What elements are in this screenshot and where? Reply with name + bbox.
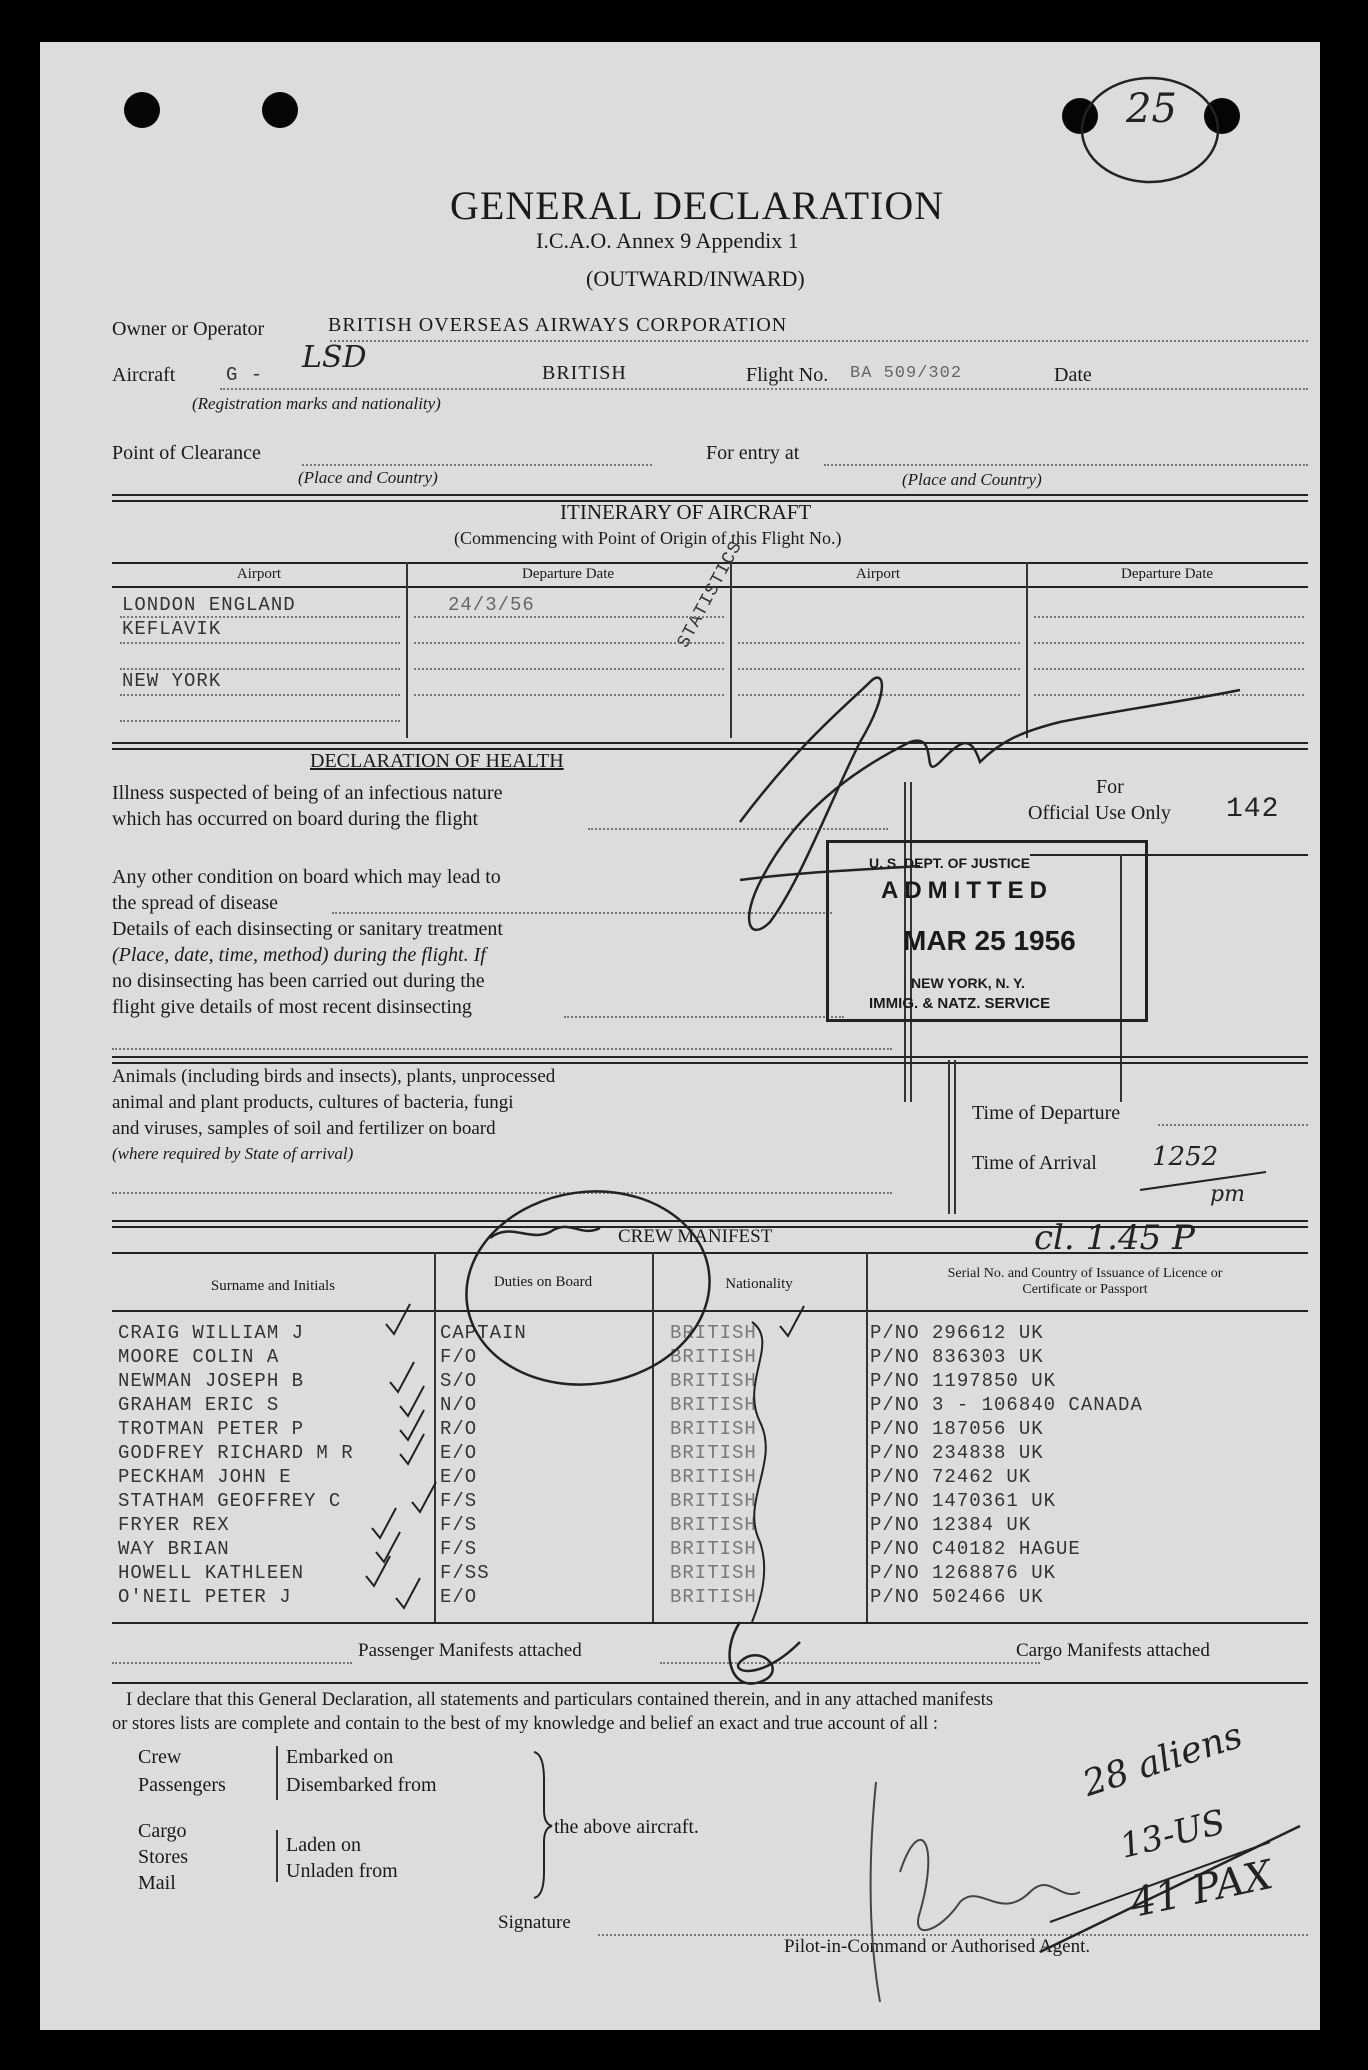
owner-value: BRITISH OVERSEAS AIRWAYS CORPORATION bbox=[328, 314, 788, 336]
health-disinsect-3: no disinsecting has been carried out during the bbox=[112, 970, 485, 992]
itinerary-subtitle: (Commencing with Point of Origin of this Flight No.) bbox=[454, 528, 842, 548]
clearance-time-handwritten: cl. 1.45 P bbox=[1034, 1218, 1195, 1258]
stamp-line-3: MAR 25 1956 bbox=[903, 925, 1076, 956]
crew-nationality: BRITISH bbox=[670, 1346, 757, 1368]
passenger-manifests-label: Passenger Manifests attached bbox=[358, 1640, 582, 1661]
itinerary-airport-2: KEFLAVIK bbox=[122, 618, 222, 640]
health-disinsect-1: Details of each disinsecting or sanitary treatment bbox=[112, 918, 503, 940]
direction-label: (OUTWARD/INWARD) bbox=[586, 266, 805, 291]
crew-nationality: BRITISH bbox=[670, 1490, 757, 1512]
crew-nationality: BRITISH bbox=[670, 1538, 757, 1560]
official-use-number: 142 bbox=[1226, 794, 1280, 825]
crew-nationality: BRITISH bbox=[670, 1442, 757, 1464]
animals-line-2: animal and plant products, cultures of bacteria, fungi bbox=[112, 1092, 514, 1113]
date-label: Date bbox=[1054, 364, 1092, 386]
crew-manifest-title: CREW MANIFEST bbox=[618, 1226, 773, 1247]
declaration-above-aircraft: the above aircraft. bbox=[554, 1816, 699, 1838]
crew-serial: P/NO 1268876 UK bbox=[870, 1562, 1057, 1584]
itinerary-header-date-2: Departure Date bbox=[1120, 566, 1214, 582]
itinerary-airport-3: NEW YORK bbox=[122, 670, 222, 692]
crew-duty: F/S bbox=[440, 1538, 478, 1560]
official-use-label: Official Use Only bbox=[1028, 802, 1171, 824]
health-condition-1: Any other condition on board which may lead to bbox=[112, 866, 501, 888]
declaration-stores: Stores bbox=[138, 1846, 188, 1868]
form-sheet bbox=[40, 42, 1320, 2030]
crew-serial: P/NO C40182 HAGUE bbox=[870, 1538, 1081, 1560]
aircraft-nationality: BRITISH bbox=[542, 362, 627, 384]
animals-line-4: (where required by State of arrival) bbox=[112, 1144, 354, 1163]
health-disinsect-2: (Place, date, time, method) during the flight. If bbox=[112, 944, 486, 966]
crew-duty: CAPTAIN bbox=[440, 1322, 527, 1344]
stamp-line-2: ADMITTED bbox=[881, 877, 1053, 904]
crew-serial: P/NO 502466 UK bbox=[870, 1586, 1044, 1608]
crew-name: HOWELL KATHLEEN bbox=[118, 1562, 305, 1584]
declaration-embarked: Embarked on bbox=[286, 1746, 394, 1768]
handwritten-us: 13-US bbox=[1116, 1802, 1230, 1867]
crew-serial: P/NO 72462 UK bbox=[870, 1466, 1032, 1488]
health-illness-2: which has occurred on board during the flight bbox=[112, 808, 479, 830]
handwritten-marks bbox=[40, 42, 1320, 2030]
crew-serial: P/NO 836303 UK bbox=[870, 1346, 1044, 1368]
declaration-crew: Crew bbox=[138, 1746, 182, 1768]
declaration-laden: Laden on bbox=[286, 1834, 361, 1856]
health-condition-2: the spread of disease bbox=[112, 892, 279, 914]
itinerary-departure-date: 24/3/56 bbox=[448, 594, 535, 616]
crew-duty: F/O bbox=[440, 1346, 478, 1368]
aircraft-label: Aircraft bbox=[112, 364, 176, 386]
crew-name: MOORE COLIN A bbox=[118, 1346, 280, 1368]
crew-duty: E/O bbox=[440, 1442, 478, 1464]
declaration-disembarked: Disembarked from bbox=[286, 1774, 437, 1796]
pilot-label: Pilot-in-Command or Authorised Agent. bbox=[784, 1936, 1091, 1957]
signature-label: Signature bbox=[498, 1912, 571, 1933]
crew-name: CRAIG WILLIAM J bbox=[118, 1322, 305, 1344]
animals-line-3: and viruses, samples of soil and fertilizer on board bbox=[112, 1118, 496, 1139]
crew-name: WAY BRIAN bbox=[118, 1538, 230, 1560]
crew-nationality: BRITISH bbox=[670, 1562, 757, 1584]
crew-name: TROTMAN PETER P bbox=[118, 1418, 305, 1440]
stamp-line-5: IMMIG. & NATZ. SERVICE bbox=[869, 995, 1051, 1012]
crew-name: NEWMAN JOSEPH B bbox=[118, 1370, 305, 1392]
stamp-line-4: NEW YORK, N. Y. bbox=[911, 975, 1025, 991]
itinerary-header-date-1: Departure Date bbox=[521, 566, 615, 582]
crew-nationality: BRITISH bbox=[670, 1514, 757, 1536]
handwritten-pax: 41 PAX bbox=[1126, 1852, 1277, 1927]
crew-name: GRAHAM ERIC S bbox=[118, 1394, 280, 1416]
health-illness-1: Illness suspected of being of an infectious nature bbox=[112, 782, 503, 804]
place-note-2: (Place and Country) bbox=[902, 470, 1042, 489]
cargo-manifests-label: Cargo Manifests attached bbox=[1016, 1640, 1210, 1661]
statistics-stamp: STATISTICS bbox=[674, 537, 748, 652]
page-subtitle: I.C.A.O. Annex 9 Appendix 1 bbox=[536, 228, 799, 253]
corner-number: 25 bbox=[1126, 86, 1177, 132]
entry-label: For entry at bbox=[706, 442, 800, 464]
registration-note: (Registration marks and nationality) bbox=[192, 394, 441, 413]
crew-header-name: Surname and Initials bbox=[210, 1278, 336, 1294]
crew-serial: P/NO 296612 UK bbox=[870, 1322, 1044, 1344]
crew-duty: F/S bbox=[440, 1514, 478, 1536]
crew-duty: R/O bbox=[440, 1418, 478, 1440]
arrival-time-label: Time of Arrival bbox=[972, 1152, 1097, 1174]
health-title: DECLARATION OF HEALTH bbox=[310, 750, 564, 772]
animals-line-1: Animals (including birds and insects), plants, unprocessed bbox=[112, 1066, 556, 1087]
crew-header-nationality: Nationality bbox=[725, 1276, 793, 1292]
crew-duty: E/O bbox=[440, 1586, 478, 1608]
crew-duty: S/O bbox=[440, 1370, 478, 1392]
crew-nationality: BRITISH bbox=[670, 1370, 757, 1392]
crew-serial: P/NO 187056 UK bbox=[870, 1418, 1044, 1440]
declaration-unladen: Unladen from bbox=[286, 1860, 398, 1882]
crew-duty: E/O bbox=[440, 1466, 478, 1488]
crew-duty: F/S bbox=[440, 1490, 478, 1512]
itinerary-header-airport-1: Airport bbox=[236, 566, 282, 582]
crew-name: STATHAM GEOFFREY C bbox=[118, 1490, 342, 1512]
aircraft-reg-prefix: G - bbox=[226, 364, 264, 386]
clearance-label: Point of Clearance bbox=[112, 442, 261, 464]
crew-name: FRYER REX bbox=[118, 1514, 230, 1536]
itinerary-title: ITINERARY OF AIRCRAFT bbox=[560, 500, 812, 524]
crew-header-duty: Duties on Board bbox=[493, 1274, 593, 1290]
crew-name: PECKHAM JOHN E bbox=[118, 1466, 292, 1488]
flight-label: Flight No. bbox=[746, 364, 829, 386]
crew-duty: F/SS bbox=[440, 1562, 490, 1584]
crew-serial: P/NO 12384 UK bbox=[870, 1514, 1032, 1536]
crew-serial: P/NO 1470361 UK bbox=[870, 1490, 1057, 1512]
health-disinsect-4: flight give details of most recent disinsecting bbox=[112, 996, 472, 1018]
aircraft-reg-handwritten: LSD bbox=[302, 340, 367, 375]
official-use-for: For bbox=[1096, 776, 1124, 798]
crew-nationality: BRITISH bbox=[670, 1586, 757, 1608]
crew-nationality: BRITISH bbox=[670, 1466, 757, 1488]
crew-nationality: BRITISH bbox=[670, 1322, 757, 1344]
page-title: GENERAL DECLARATION bbox=[450, 183, 945, 228]
place-note-1: (Place and Country) bbox=[298, 468, 438, 487]
declaration-line-2: or stores lists are complete and contain to the best of my knowledge and belief an exact and true account of all : bbox=[112, 1714, 939, 1734]
owner-label: Owner or Operator bbox=[112, 318, 265, 340]
declaration-cargo: Cargo bbox=[138, 1820, 187, 1842]
crew-name: GODFREY RICHARD M R bbox=[118, 1442, 354, 1464]
declaration-passengers: Passengers bbox=[138, 1774, 226, 1796]
flight-value: BA 509/302 bbox=[850, 364, 963, 383]
declaration-line-1: I declare that this General Declaration, all statements and particulars contained therein, and in any attached manifests bbox=[126, 1690, 994, 1710]
crew-nationality: BRITISH bbox=[670, 1418, 757, 1440]
crew-nationality: BRITISH bbox=[670, 1394, 757, 1416]
crew-name: O'NEIL PETER J bbox=[118, 1586, 292, 1608]
itinerary-airport-1: LONDON ENGLAND bbox=[122, 594, 296, 616]
arrival-time-handwritten: 1252 bbox=[1152, 1142, 1219, 1172]
declaration-mail: Mail bbox=[138, 1872, 176, 1894]
arrival-pm-handwritten: pm bbox=[1210, 1182, 1245, 1207]
crew-serial: P/NO 3 - 106840 CANADA bbox=[870, 1394, 1143, 1416]
departure-time-label: Time of Departure bbox=[972, 1102, 1121, 1124]
itinerary-header-airport-2: Airport bbox=[855, 566, 901, 582]
crew-serial: P/NO 1197850 UK bbox=[870, 1370, 1057, 1392]
stamp-line-1: U. S. DEPT. OF JUSTICE bbox=[869, 855, 1031, 871]
crew-duty: N/O bbox=[440, 1394, 478, 1416]
crew-header-serial: Serial No. and Country of Issuance of Licence or Certificate or Passport bbox=[947, 1266, 1223, 1297]
crew-serial: P/NO 234838 UK bbox=[870, 1442, 1044, 1464]
handwritten-aliens: 28 aliens bbox=[1078, 1715, 1248, 1805]
